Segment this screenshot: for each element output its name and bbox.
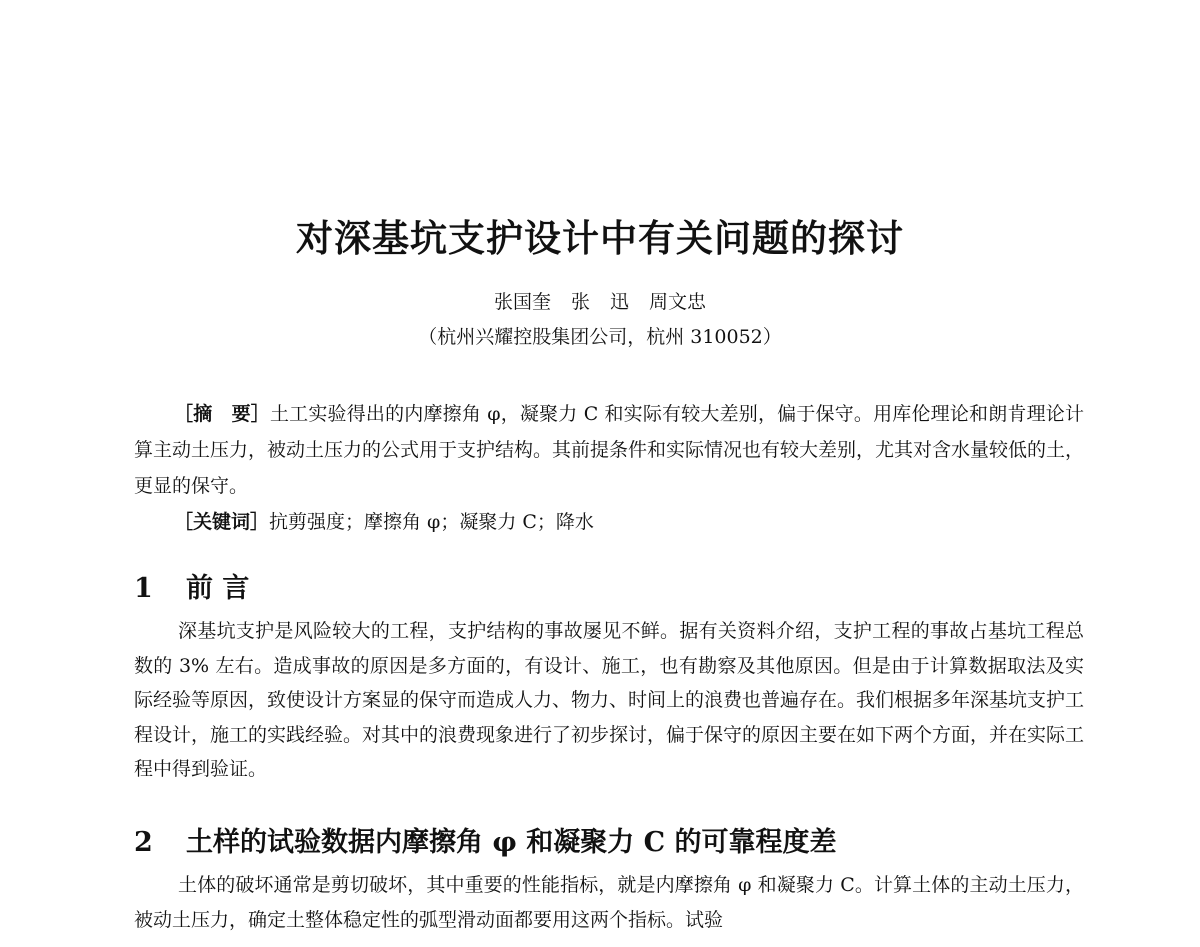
section-title: 土样的试验数据内摩擦角 φ 和凝聚力 C 的可靠程度差 <box>186 827 837 858</box>
paper-title: 对深基坑支护设计中有关问题的探讨 <box>296 216 904 260</box>
paper-authors: 张国奎 张 迅 周文忠 <box>493 291 707 313</box>
keywords <box>174 504 1084 540</box>
section-2-paragraph: 土体的破坏通常是剪切破坏，其中重要的性能指标，就是内摩擦角 φ 和凝聚力 C。计算土体的主动土压力，被动土压力，确定土整体稳定性的弧型滑动面都要用这两个指标。试验 <box>134 874 1084 931</box>
section-heading-2 <box>134 820 837 859</box>
keywords-text: 抗剪强度；摩擦角 φ；凝聚力 C；降水 <box>269 511 594 533</box>
section-number: 1 <box>134 573 153 604</box>
section-heading-1 <box>134 566 249 605</box>
section-1-paragraph: 深基坑支护是风险较大的工程，支护结构的事故屡见不鲜。据有关资料介绍，支护工程的事故占基坑工程总数的 3% 左右。造成事故的原因是多方面的，有设计、施工，也有勘察及其他原因。但是由于计算数据取法及实际经验等原因，致使设计方案显的保守而造成人力、物力、时间上的浪费也普遍存在。我们根据多年深基坑支护工程设计，施工的实践经验。对其中的浪费现象进行了初步探讨，偏于保守的原因主要在如下两个方面，并在实际工程中得到验证。 <box>134 620 1085 780</box>
section-number: 2 <box>134 827 153 858</box>
abstract-label: ［摘 要］ <box>174 403 270 425</box>
keywords-label: ［关键词］ <box>174 511 270 533</box>
section-title: 前 言 <box>186 573 250 604</box>
abstract <box>134 396 1084 504</box>
paper-affiliation: （杭州兴耀控股集团公司，杭州 310052） <box>418 326 782 348</box>
abstract-text: 土工实验得出的内摩擦角 φ，凝聚力 C 和实际有较大差别，偏于保守。用库伦理论和朗肯理论计算主动土压力，被动土压力的公式用于支护结构。其前提条件和实际情况也有较大差别，尤其对含水量较低的土，更显的保守。 <box>134 403 1085 497</box>
